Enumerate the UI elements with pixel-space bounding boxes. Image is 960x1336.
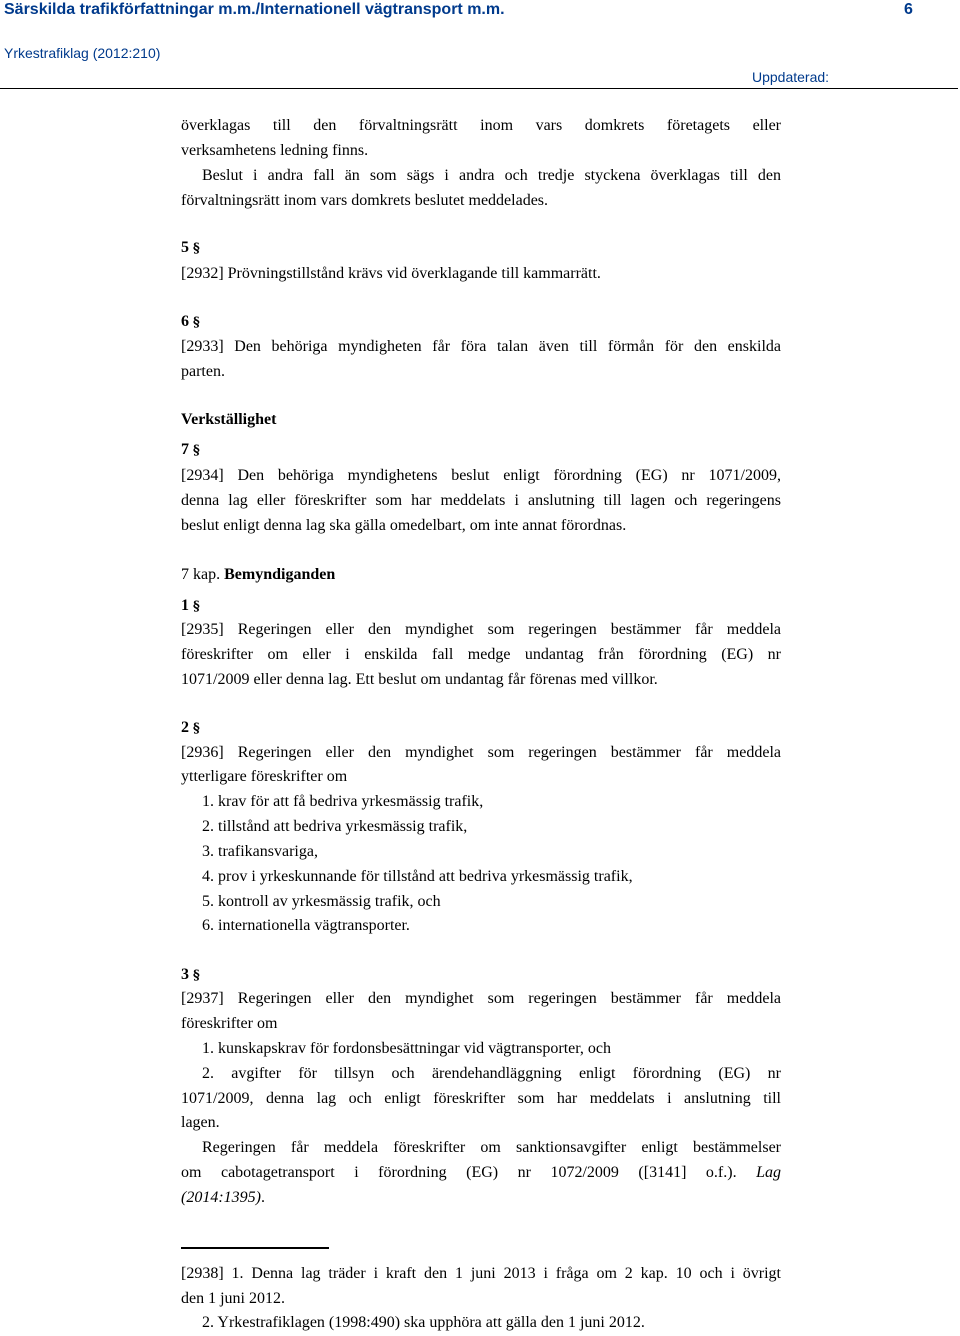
paragraph-line: föreskrifter om — [181, 1015, 278, 1032]
list-item: 3. trafikansvariga, — [202, 843, 318, 860]
section-sign-icon: § — [193, 241, 200, 256]
list-item: 4. prov i yrkeskunnande för tillstånd att bedriva yrkesmässig trafik, — [202, 868, 633, 885]
paragraph-line: verksamhetens ledning finns. — [181, 142, 369, 159]
paragraph-line: överklagas till den förvaltningsrätt inom vars domkrets företagets eller — [181, 117, 781, 134]
section-7-heading — [181, 438, 781, 464]
paragraph-line — [181, 1186, 781, 1211]
section-5-heading — [181, 236, 781, 262]
paragraph-line: [2937] Regeringen eller den myndighet som regeringen bestämmer får meddela — [181, 990, 781, 1007]
paragraph-text: . — [260, 1189, 265, 1206]
paragraph-line: [2932] Prövningstillstånd krävs vid överklagande till kammarrätt. — [181, 265, 601, 282]
header-rule — [0, 88, 958, 89]
paragraph-line: förvaltningsrätt inom vars domkrets beslutet meddelades. — [181, 192, 549, 209]
paragraph-line: 1071/2009, denna lag och enligt föreskrifter som har meddelats i anslutning till — [181, 1090, 781, 1107]
section-3-heading — [181, 963, 781, 989]
paragraph-line — [181, 1161, 781, 1186]
paragraph-line: [2935] Regeringen eller den myndighet som regeringen bestämmer får meddela — [181, 621, 781, 638]
paragraph-line: Regeringen får meddela föreskrifter om sanktionsavgifter enligt bestämmelser — [202, 1139, 781, 1156]
footnote-line: 2. Yrkestrafiklagen (1998:490) ska upphöra att gälla den 1 juni 2012. — [202, 1314, 645, 1331]
heading-enforcement: Verkställighet — [181, 411, 277, 428]
list-item: 2. tillstånd att bedriva yrkesmässig trafik, — [202, 818, 468, 835]
section-2-heading — [181, 716, 781, 742]
paragraph-line: lagen. — [181, 1114, 220, 1131]
chapter-title: Bemyndiganden — [224, 566, 336, 583]
list-item: 5. kontroll av yrkesmässig trafik, och — [202, 893, 441, 910]
paragraph-line: 1071/2009 eller denna lag. Ett beslut om undantag får förenas med villkor. — [181, 671, 658, 688]
section-sign-icon: § — [193, 599, 200, 614]
section-number: 2 — [181, 719, 189, 736]
paragraph-line: ytterligare föreskrifter om — [181, 768, 348, 785]
chapter-number: 7 kap. — [181, 566, 221, 583]
section-sign-icon: § — [193, 315, 200, 330]
footnote-line: den 1 juni 2012. — [181, 1290, 285, 1307]
page-number: 6 — [904, 1, 913, 18]
amendment-reference: Lag — [756, 1164, 781, 1181]
chapter-heading — [181, 563, 781, 588]
paragraph-line: parten. — [181, 363, 225, 380]
footnote-line: [2938] 1. Denna lag träder i kraft den 1 juni 2013 i fråga om 2 kap. 10 och i övrigt — [181, 1265, 781, 1282]
section-sign-icon: § — [193, 968, 200, 983]
amendment-reference: (2014:1395) — [181, 1189, 261, 1206]
list-item: 6. internationella vägtransporter. — [202, 917, 410, 934]
updated-label: Uppdaterad: — [752, 69, 830, 85]
paragraph-line: [2933] Den behöriga myndigheten får föra talan även till förmån för den enskilda — [181, 338, 781, 355]
section-number: 7 — [181, 441, 189, 458]
footnote-rule — [181, 1247, 329, 1249]
section-number: 3 — [181, 966, 189, 983]
paragraph-line: föreskrifter om eller i enskilda fall medge undantag från förordning (EG) nr — [181, 646, 781, 663]
paragraph-line: denna lag eller föreskrifter som har meddelats i anslutning till lagen och regeringens — [181, 492, 781, 509]
paragraph-line: [2936] Regeringen eller den myndighet som regeringen bestämmer får meddela — [181, 744, 781, 761]
section-number: 1 — [181, 597, 189, 614]
list-item: 2. avgifter för tillsyn och ärendehandläggning enligt förordning (EG) nr — [202, 1065, 781, 1082]
paragraph-line: Beslut i andra fall än som sägs i andra och tredje styckena överklagas till den — [202, 167, 781, 184]
paragraph-text: om cabotagetransport i förordning (EG) nr 1072/2009 ([3141] o.f.). — [181, 1164, 737, 1181]
section-6-heading — [181, 310, 781, 336]
document-title: Särskilda trafikförfattningar m.m./Internationell vägtransport m.m. — [4, 1, 505, 18]
section-number: 6 — [181, 313, 189, 330]
section-sign-icon: § — [193, 443, 200, 458]
section-1-heading — [181, 594, 781, 620]
list-item: 1. krav för att få bedriva yrkesmässig trafik, — [202, 793, 484, 810]
law-name: Yrkestrafiklag (2012:210) — [4, 45, 161, 61]
section-number: 5 — [181, 239, 189, 256]
paragraph-line: [2934] Den behöriga myndighetens beslut enligt förordning (EG) nr 1071/2009, — [181, 467, 781, 484]
list-item: 1. kunskapskrav för fordonsbesättningar vid vägtransporter, och — [202, 1040, 612, 1057]
section-sign-icon: § — [193, 721, 200, 736]
paragraph-line: beslut enligt denna lag ska gälla omedelbart, om inte annat förordnas. — [181, 517, 627, 534]
